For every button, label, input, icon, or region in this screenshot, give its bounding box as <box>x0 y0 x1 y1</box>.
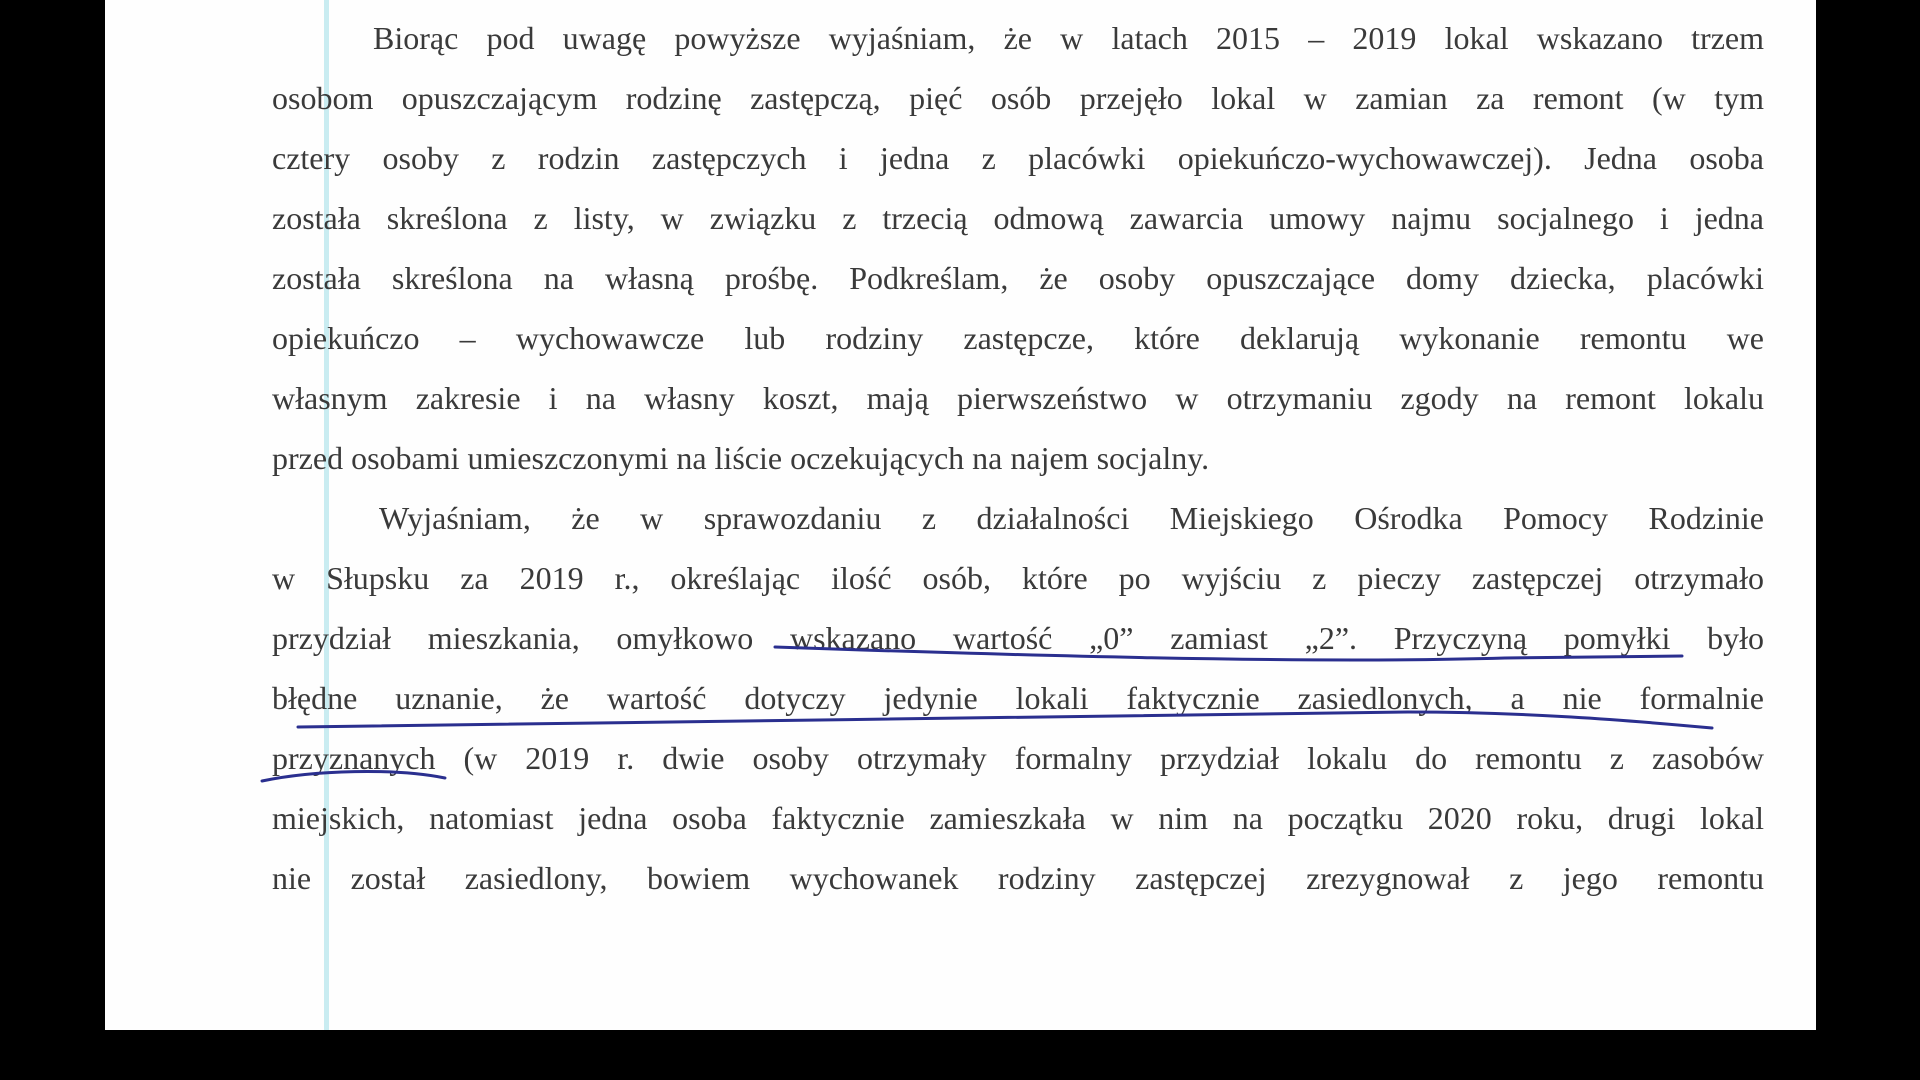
paragraph-2-line-4: błędne uznanie, że wartość dotyczy jedynie lokali faktycznie zasiedlonych, a nie formalnie <box>272 680 1764 716</box>
paragraph-1-line-3: cztery osoby z rodzin zastępczych i jedna z placówki opiekuńczo-wychowawczej). Jedna osoba <box>272 140 1764 176</box>
paragraph-1-line-8: przed osobami umieszczonymi na liście oczekujących na najem socjalny. <box>272 440 1210 476</box>
paragraph-1-line-4: została skreślona z listy, w związku z trzecią odmową zawarcia umowy najmu socjalnego i jedna <box>272 200 1764 236</box>
paragraph-2-line-6: miejskich, natomiast jedna osoba faktycznie zamieszkała w nim na początku 2020 roku, drugi lokal <box>272 800 1764 836</box>
paragraph-1-line-5: została skreślona na własną prośbę. Podkreślam, że osoby opuszczające domy dziecka, placówki <box>272 260 1764 296</box>
paragraph-2-line-5: przyznanych (w 2019 r. dwie osoby otrzymały formalny przydział lokalu do remontu z zasobów <box>272 740 1764 776</box>
paragraph-2-line-3: przydział mieszkania, omyłkowo wskazano wartość „0” zamiast „2”. Przyczyną pomyłki było <box>272 620 1764 656</box>
document-body <box>272 8 1764 908</box>
paragraph-1-line-6: opiekuńczo – wychowawcze lub rodziny zastępcze, które deklarują wykonanie remontu we <box>272 320 1764 356</box>
paragraph-1-line-1: Biorąc pod uwagę powyższe wyjaśniam, że w latach 2015 – 2019 lokal wskazano trzem <box>373 20 1764 56</box>
paragraph-2-line-2: w Słupsku za 2019 r., określając ilość osób, które po wyjściu z pieczy zastępczej otrzymało <box>272 560 1764 596</box>
paragraph-2-line-7: nie został zasiedlony, bowiem wychowanek rodziny zastępczej zrezygnował z jego remontu <box>272 860 1764 896</box>
paragraph-1-line-2: osobom opuszczającym rodzinę zastępczą, pięć osób przejęło lokal w zamian za remont (w tym <box>272 80 1764 116</box>
paragraph-1-line-7: własnym zakresie i na własny koszt, mają pierwszeństwo w otrzymaniu zgody na remont lokalu <box>272 380 1764 416</box>
paragraph-2-line-1: Wyjaśniam, że w sprawozdaniu z działalności Miejskiego Ośrodka Pomocy Rodzinie <box>379 500 1764 536</box>
scanned-page <box>105 0 1816 1055</box>
viewer-bottom-border <box>105 1030 1816 1055</box>
